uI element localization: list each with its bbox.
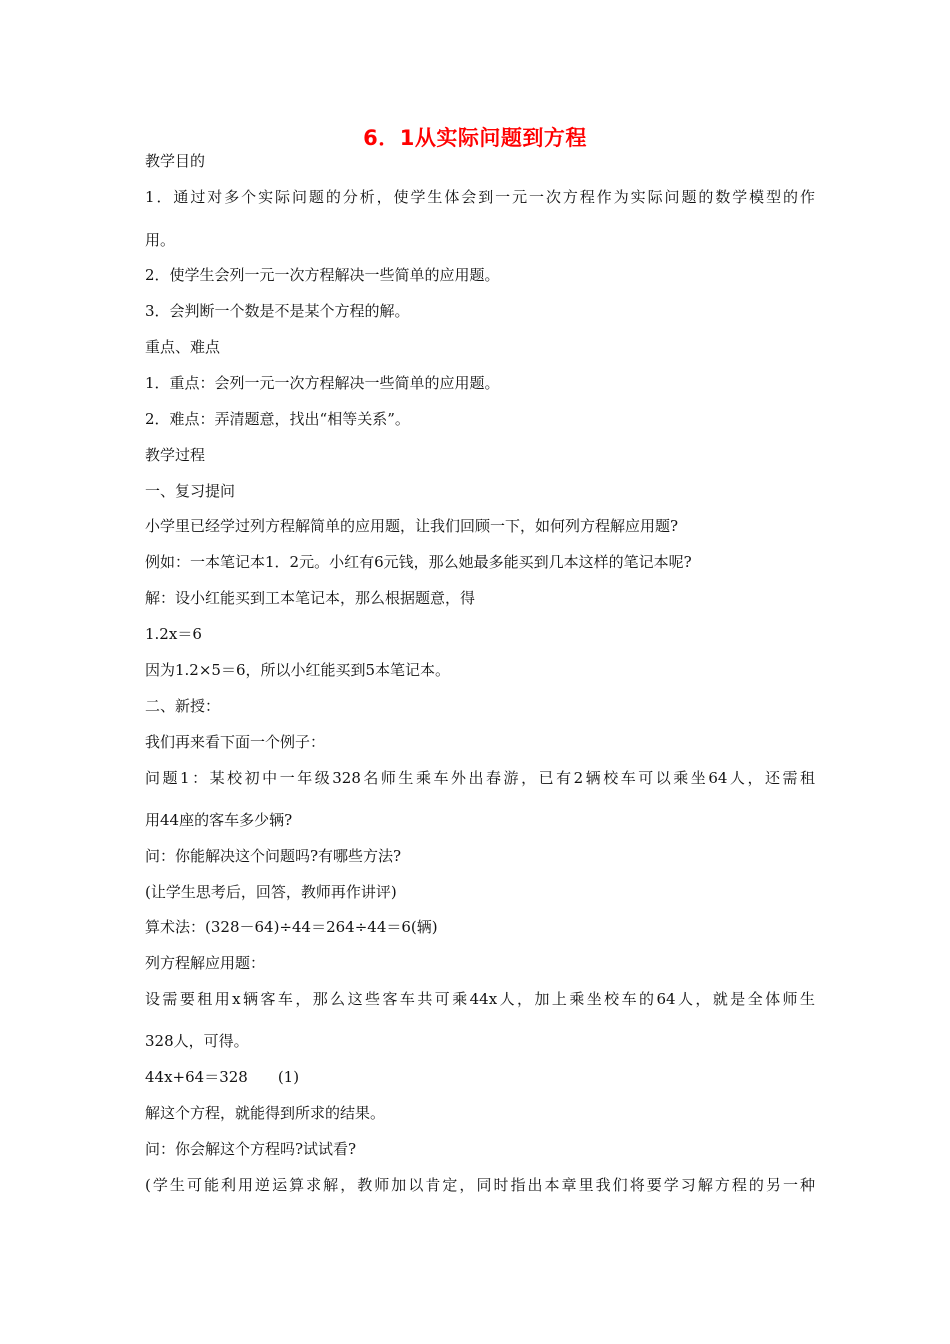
paragraph-line: 解：设小红能买到工本笔记本，那么根据题意，得 — [145, 589, 476, 607]
section-heading-key-points: 重点、难点 — [145, 338, 221, 356]
paragraph-line: 问：你会解这个方程吗?试试看? — [145, 1140, 357, 1158]
paragraph-line: 2．使学生会列一元一次方程解决一些简单的应用题。 — [145, 266, 500, 284]
paragraph-line: 1．通过对多个实际问题的分析，使学生体会到一元一次方程作为实际问题的数学模型的作 — [145, 188, 815, 206]
paragraph-line: 328人，可得。 — [145, 1032, 249, 1050]
paragraph-line: 用44座的客车多少辆? — [145, 811, 293, 829]
paragraph-line: 1．重点：会列一元一次方程解决一些简单的应用题。 — [145, 374, 500, 392]
paragraph-line: 用。 — [145, 231, 176, 249]
paragraph-line: 设需要租用x辆客车，那么这些客车共可乘44x人，加上乘坐校车的64人，就是全体师生 — [145, 990, 815, 1008]
paragraph-line: (让学生思考后，回答，教师再作讲评) — [145, 883, 397, 901]
document-title: 6．1从实际问题到方程 — [363, 126, 587, 150]
paragraph-line: 问：你能解决这个问题吗?有哪些方法? — [145, 847, 402, 865]
section-heading-objectives: 教学目的 — [145, 152, 206, 170]
paragraph-line: (学生可能利用逆运算求解，教师加以肯定，同时指出本章里我们将要学习解方程的另一种 — [145, 1176, 815, 1194]
equation-line: 1.2x＝6 — [145, 625, 202, 643]
paragraph-line: 因为1.2×5＝6，所以小红能买到5本笔记本。 — [145, 661, 451, 679]
section-heading-process: 教学过程 — [145, 446, 206, 464]
paragraph-line: 我们再来看下面一个例子： — [145, 733, 326, 751]
equation-line: 算术法：(328－64)÷44＝264÷44＝6(辆) — [145, 918, 438, 936]
paragraph-line: 2．难点：弄清题意，找出“相等关系”。 — [145, 410, 410, 428]
paragraph-line: 3．会判断一个数是不是某个方程的解。 — [145, 302, 410, 320]
equation-line: 44x+64＝328 (1) — [145, 1068, 300, 1086]
paragraph-line: 例如：一本笔记本1．2元。小红有6元钱，那么她最多能买到几本这样的笔记本呢? — [145, 553, 692, 571]
paragraph-line: 小学里已经学过列方程解简单的应用题，让我们回顾一下，如何列方程解应用题? — [145, 517, 679, 535]
section-heading-review: 一、复习提问 — [145, 482, 236, 500]
paragraph-line: 列方程解应用题： — [145, 954, 266, 972]
paragraph-line: 解这个方程，就能得到所求的结果。 — [145, 1104, 386, 1122]
paragraph-line: 问题1：某校初中一年级328名师生乘车外出春游，已有2辆校车可以乘坐64人，还需租 — [145, 769, 815, 787]
section-heading-new: 二、新授： — [145, 697, 221, 715]
